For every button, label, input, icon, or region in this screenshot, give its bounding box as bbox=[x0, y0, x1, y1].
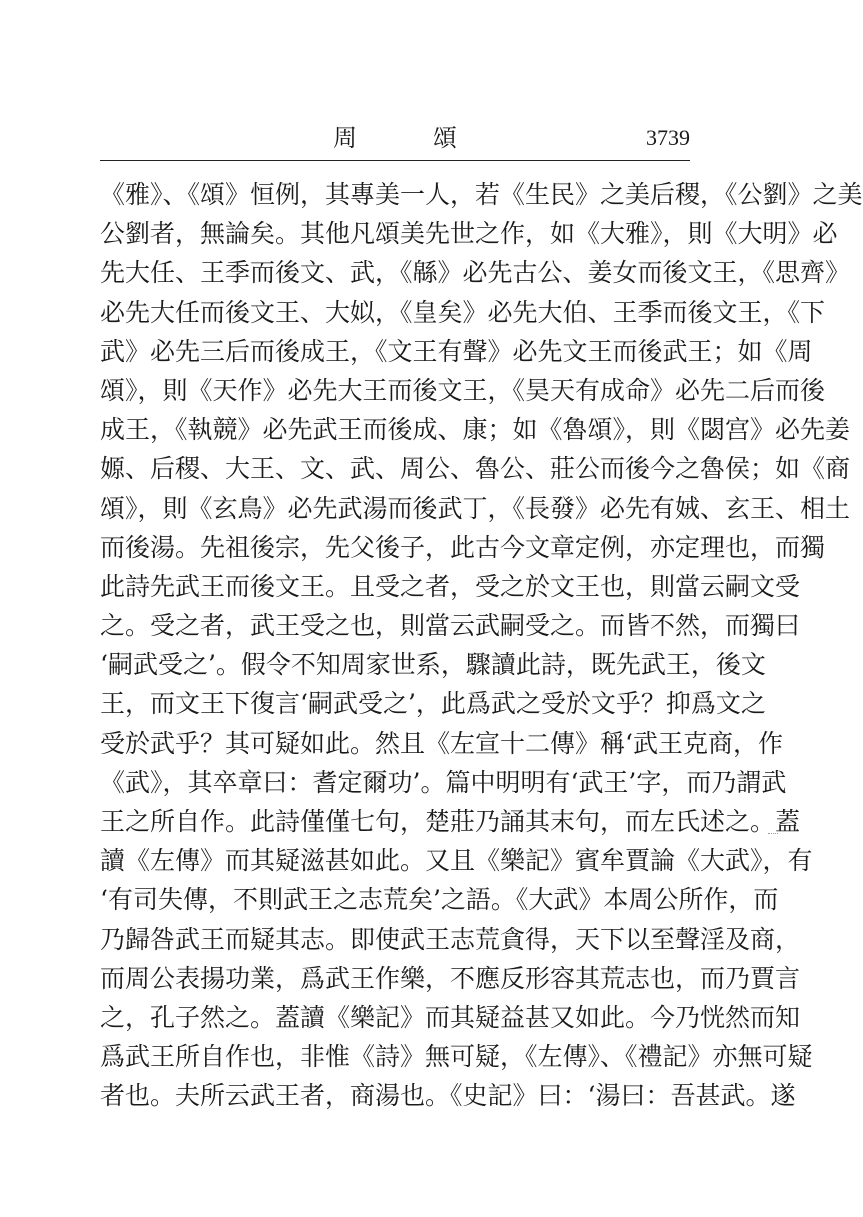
text-line: 乃歸咎武王而疑其志。即使武王志荒貪得，天下以至聲淫及商， bbox=[100, 924, 801, 954]
text-line: 《雅》、《頌》恒例，其專美一人，若《生民》之美后稷，《公劉》之美 bbox=[100, 180, 863, 209]
text-line: 爲武王所自作也，非惟《詩》無可疑，《左傳》、《禮記》亦無可疑 bbox=[100, 1042, 813, 1072]
text-line: 讀《左傳》而其疑滋甚如此。又且《樂記》賓牟賈論《大武》，有 bbox=[100, 846, 813, 876]
text-line: 王之所自作。此詩僅僅七句，楚莊乃誦其末句，而左氏述之。蓋 bbox=[100, 807, 801, 836]
text-line: 此詩先武王而後文王。且受之者，受之於文王也，則當云嗣文受 bbox=[100, 571, 801, 601]
text-line: 嫄、后稷、大王、文、武、周公、魯公、莊公而後今之魯侯；如《商 bbox=[100, 454, 851, 484]
text-line: 必先大任而後文王、大姒，《皇矣》必先大伯、王季而後文王，《下 bbox=[100, 297, 826, 327]
text-line: 頌》，則《玄鳥》必先武湯而後武丁，《長發》必先有娀、玄王、相土 bbox=[100, 493, 851, 523]
running-title: 周 頌 bbox=[333, 124, 483, 152]
text-line: 先大任、王季而後文、武，《緜》必先古公、姜女而後文王，《思齊》 bbox=[100, 258, 851, 288]
text-line: 而後湯。先祖後宗，先父後子，此古今文章定例，亦定理也，而獨 bbox=[100, 532, 826, 562]
text-line: 頌》，則《天作》必先大王而後文王，《昊天有成命》必先二后而後 bbox=[100, 375, 826, 405]
header-rule bbox=[100, 160, 690, 161]
body-text bbox=[100, 175, 863, 1116]
text-line: 公劉者，無論矣。其他凡頌美先世之作，如《大雅》，則《大明》必 bbox=[100, 219, 838, 249]
text-line: 《武》，其卒章曰：耆定爾功’。篇中明明有‘武王’字，而乃謂武 bbox=[100, 767, 787, 797]
text-line: 王，而文王下復言‘嗣武受之’，此爲武之受於文乎？抑爲文之 bbox=[100, 689, 766, 719]
text-line: 成王，《執競》必先武王而後成、康；如《魯頌》，則《閟宫》必先姜 bbox=[100, 415, 851, 445]
text-line: 之，孔子然之。蓋讀《樂記》而其疑益甚又如此。今乃恍然而知 bbox=[100, 1002, 801, 1032]
text-line: 而周公表揚功業，爲武王作樂，不應反形容其荒志也，而乃賈言 bbox=[100, 963, 801, 993]
page-number: 3739 bbox=[646, 125, 690, 150]
text-line: 之。受之者，武王受之也，則當云武嗣受之。而皆不然，而獨曰 bbox=[100, 611, 801, 641]
text-line: 武》必先三后而後成王，《文王有聲》必先文王而後武王；如《周 bbox=[100, 336, 813, 366]
text-line: ‘有司失傳，不則武王之志荒矣’之語。《大武》本周公所作，而 bbox=[100, 885, 779, 915]
running-head bbox=[100, 118, 690, 158]
text-line: 受於武乎？其可疑如此。然且《左宣十二傳》稱‘武王克商，作 bbox=[100, 728, 783, 758]
text-line: 者也。夫所云武王者，商湯也。《史記》曰：‘湯曰：吾甚武。遂 bbox=[100, 1081, 796, 1111]
margin-mark bbox=[768, 833, 778, 835]
text-line: ‘嗣武受之’。假令不知周家世系，驟讀此詩，既先武王，後文 bbox=[100, 650, 766, 680]
